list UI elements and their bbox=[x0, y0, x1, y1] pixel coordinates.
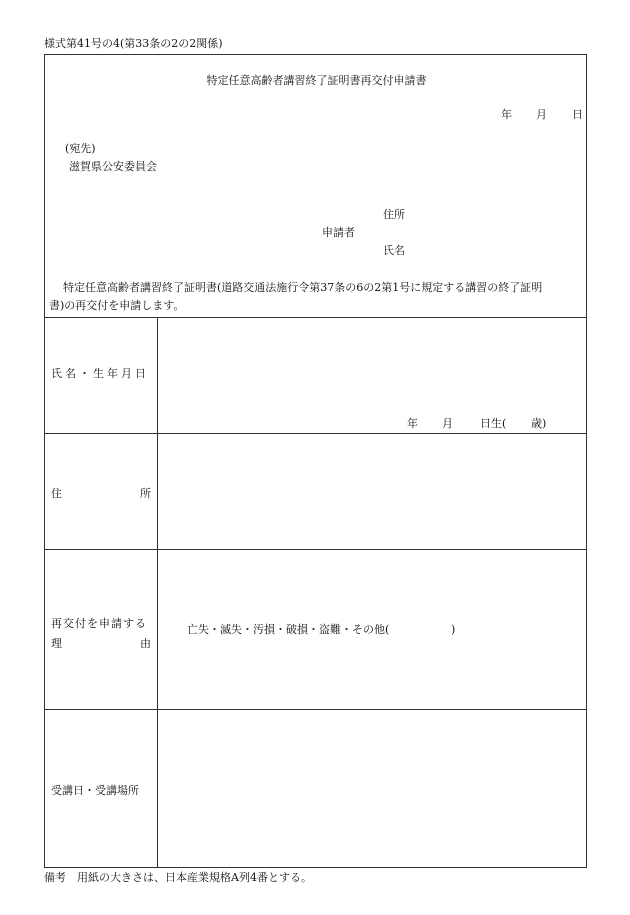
form-number: 様式第41号の4(第33条の2の2関係) bbox=[44, 37, 223, 50]
applicant-address-label: 住所 bbox=[383, 208, 405, 221]
date-year-label: 年 bbox=[501, 108, 512, 121]
name-birthdate-field[interactable] bbox=[158, 318, 587, 433]
name-birthdate-label: 氏名・生年月日 bbox=[51, 367, 149, 380]
lecture-row-label: 受講日・受講場所 bbox=[51, 784, 139, 797]
address-label-end: 所 bbox=[140, 487, 151, 500]
statement-line-2: 書)の再交付を申請します。 bbox=[49, 299, 185, 312]
age-label: 歳) bbox=[531, 417, 547, 430]
application-form bbox=[44, 54, 587, 868]
reason-row-label bbox=[51, 615, 151, 651]
reason-label-line-2 bbox=[51, 635, 151, 651]
lecture-field[interactable] bbox=[158, 710, 587, 868]
birth-year-label: 年 bbox=[407, 417, 418, 430]
applicant-label: 申請者 bbox=[322, 226, 355, 239]
reason-label-line-1: 再交付を申請する bbox=[51, 617, 147, 630]
address-label-start: 住 bbox=[51, 487, 62, 500]
address-field[interactable] bbox=[158, 434, 587, 549]
footnote: 備考 用紙の大きさは、日本産業規格A列4番とする。 bbox=[44, 871, 312, 884]
address-row-label bbox=[51, 485, 151, 501]
date-month-label: 月 bbox=[536, 108, 547, 121]
date-day-label: 日 bbox=[572, 108, 583, 121]
reason-label-end: 由 bbox=[140, 637, 151, 650]
addressee-name: 滋賀県公安委員会 bbox=[69, 160, 157, 173]
reason-options-close: ) bbox=[451, 623, 456, 636]
birth-day-label: 日生( bbox=[480, 417, 507, 430]
addressee-label: (宛先) bbox=[65, 142, 96, 155]
form-title: 特定任意高齢者講習終了証明書再交付申請書 bbox=[206, 74, 427, 87]
divider bbox=[45, 549, 586, 550]
reason-label-start: 理 bbox=[51, 637, 62, 650]
applicant-name-label: 氏名 bbox=[383, 244, 405, 257]
birth-month-label: 月 bbox=[442, 417, 453, 430]
reason-options[interactable]: 亡失・滅失・汚損・破損・盗難・その他( bbox=[187, 623, 390, 636]
statement-line-1: 特定任意高齢者講習終了証明書(道路交通法施行令第37条の6の2第1号に規定する講習の終了証明 bbox=[63, 281, 543, 294]
